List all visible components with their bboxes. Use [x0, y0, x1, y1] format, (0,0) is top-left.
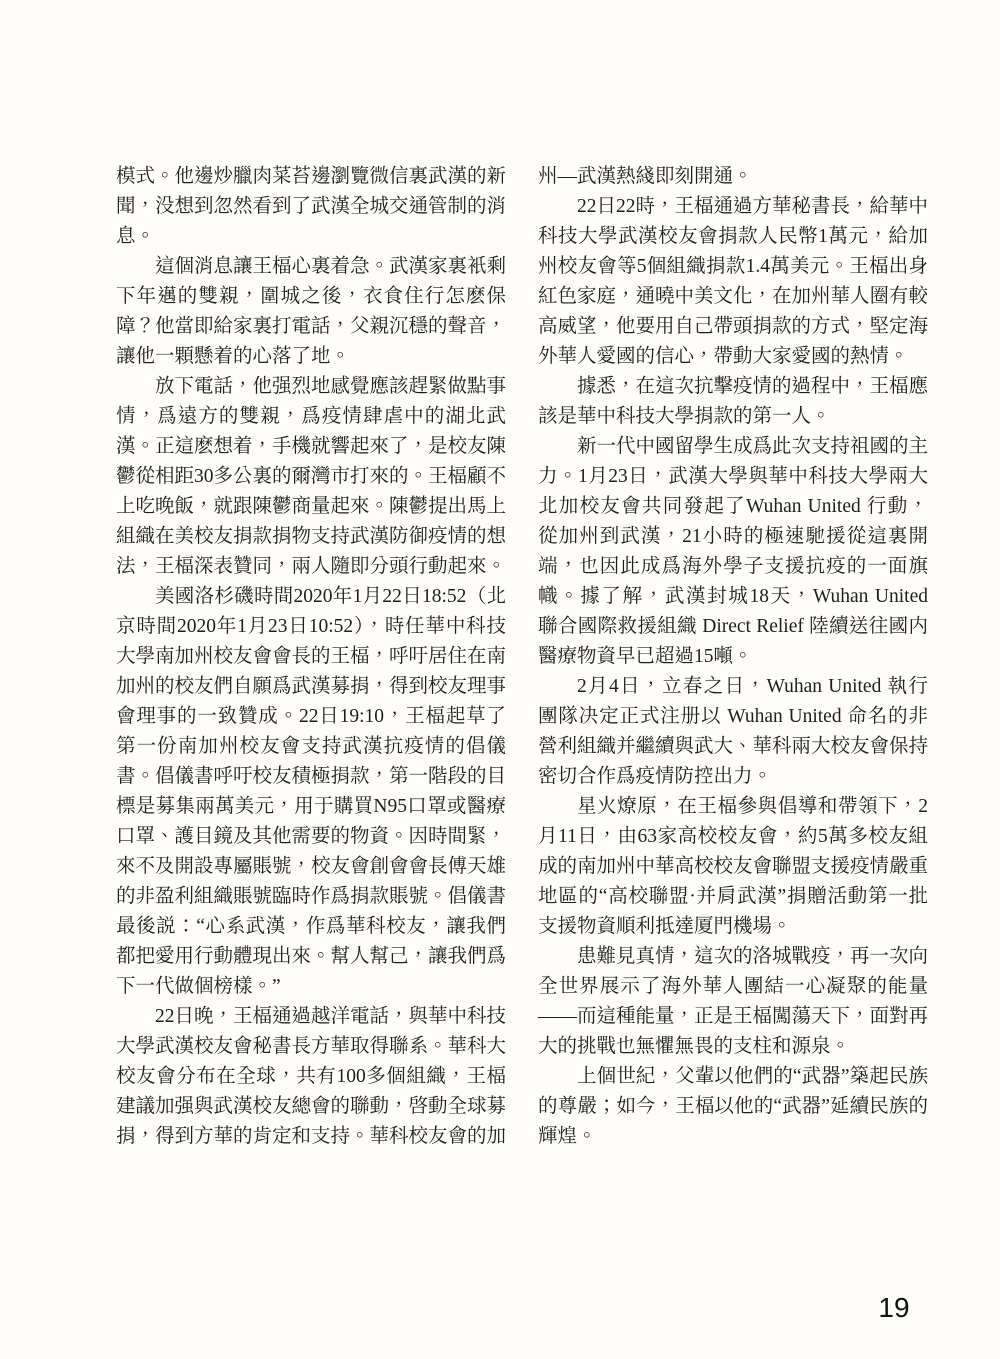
- paragraph: 這個消息讓王楅心裏着急。武漢家裏衹剩下年邁的雙親，圍城之後，衣食住行怎麽保障？他當即給家裏打電話，父親沉穩的聲音，讓他一顆懸着的心落了地。: [116, 256, 507, 367]
- paragraph: 星火燎原，在王楅參與倡導和帶領下，2月11日，由63家高校校友會，約5萬多校友組成的南加州中華高校校友會聯盟支援疫情嚴重地區的“高校聯盟·并肩武漢”捐贈活動第一批支援物資順利抵達厦門機場。: [538, 796, 929, 937]
- paragraph: 22日22時，王楅通過方華秘書長，給華中科技大學武漢校友會捐款人民幣1萬元，給加州校友會等5個組織捐款1.4萬美元。王楅出身紅色家庭，通曉中美文化，在加州華人圈有較高威望，他要用自己帶頭捐款的方式，堅定海外華人愛國的信心，帶動大家愛國的熱情。: [538, 196, 929, 367]
- paragraph: 2月4日，立春之日，Wuhan United 執行團隊决定正式注册以 Wuhan United 命名的非營利組織并繼續與武大、華科兩大校友會保持密切合作爲疫情防控出力。: [538, 676, 929, 787]
- paragraph: 據悉，在這次抗擊疫情的過程中，王楅應該是華中科技大學捐款的第一人。: [538, 376, 929, 427]
- text-column-left: [116, 162, 506, 1152]
- paragraph: 放下電話，他强烈地感覺應該趕緊做點事情，爲遠方的雙親，爲疫情肆虐中的湖北武漢。正這麽想着，手機就響起來了，是校友陳鬱從相距30多公裏的爾灣市打來的。王楅顧不上吃晚飯，就跟陳鬱商量起來。陳鬱提出馬上組織在美校友捐款捐物支持武漢防御疫情的想法，王楅深表贊同，兩人隨即分頭行動起來。: [116, 376, 507, 577]
- paragraph: 患難見真情，這次的洛城戰疫，再一次向全世界展示了海外華人團結一心凝聚的能量——而這種能量，正是王楅闖蕩天下，面對再大的挑戰也無懼無畏的支柱和源泉。: [538, 946, 929, 1057]
- paragraph: 上個世紀，父輩以他們的“武器”築起民族的尊嚴；如今，王楅以他的“武器”延續民族的輝煌。: [538, 1066, 928, 1147]
- paragraph-continuation: 州—武漢熱綫即刻開通。: [538, 166, 753, 187]
- paragraph: 22日晚，王楅通過越洋電話，與華中科技大學武漢校友會秘書長方華取得聯系。華科大校友會分布在全球，共有100多個組織，王楅建議加强與武漢校友總會的聯動，啓動全球募捐，得到方華的肯定和支持。華科校友會的加: [116, 1006, 507, 1147]
- paragraph: 美國洛杉磯時間2020年1月22日18:52（北京時間2020年1月23日10:52），時任華中科技大學南加州校友會會長的王楅，呼吁居住在南加州的校友們自願爲武漢募捐，得到校友理事會理事的一致贊成。22日19:10，王楅起草了第一份南加州校友會支持武漢抗疫情的倡儀書。倡儀書呼吁校友積極捐款，第一階段的目標是募集兩萬美元，用于購買N95口罩或醫療口罩、護目鏡及其他需要的物資。因時間緊，來不及開設專屬賬號，校友會創會會長傅天雄的非盈利組織賬號臨時作爲捐款賬號。倡儀書最後説：“心系武漢，作爲華科校友，讓我們都把愛用行動體現出來。幫人幫己，讓我們爲下一代做個榜樣。”: [116, 586, 507, 997]
- paragraph: 新一代中國留學生成爲此次支持祖國的主力。1月23日，武漢大學與華中科技大學兩大北加校友會共同發起了Wuhan United 行動，從加州到武漢，21小時的極速馳援從這裏開端，也因此成爲海外學子支援抗疫的一面旗幟。據了解，武漢封城18天，Wuhan United 聯合國際救援組織 Direct Relief 陸續送往國内醫療物資早已超過15噸。: [538, 436, 929, 667]
- text-column-right: [538, 162, 928, 1152]
- article-body: [116, 162, 928, 1152]
- paragraph-continuation: 模式。他邊炒臘肉菜苔邊瀏覽微信裏武漢的新聞，没想到忽然看到了武漢全城交通管制的消息。: [116, 166, 507, 247]
- page-number: 19: [878, 1292, 910, 1323]
